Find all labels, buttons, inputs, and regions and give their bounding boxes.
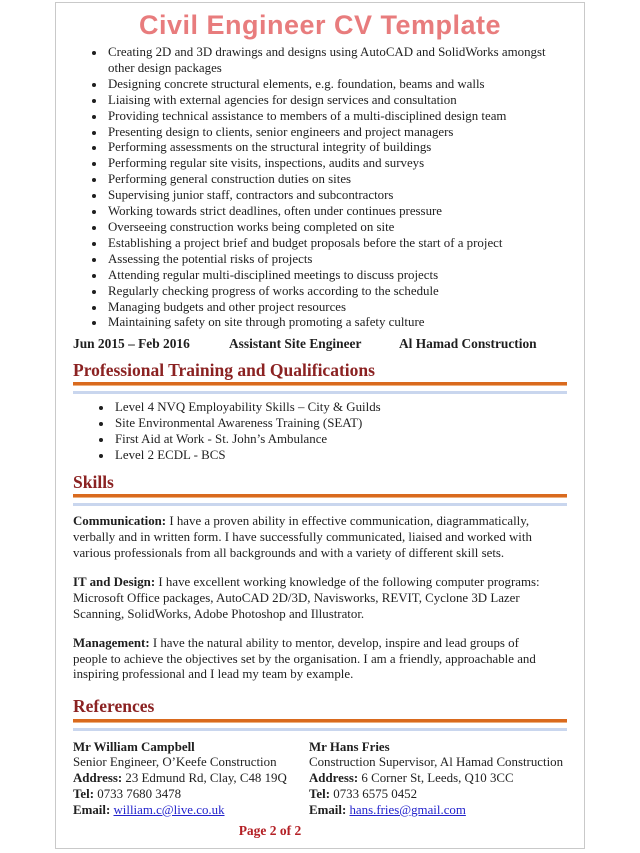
tel-value: 0733 6575 0452 — [333, 786, 418, 801]
skill-paragraph — [73, 636, 555, 684]
training-item: • First Aid at Work - St. John’s Ambulance — [113, 432, 567, 448]
duty-item: • Designing concrete structural elements, e.g. foundation, beams and walls — [106, 77, 567, 93]
address-label: Address: — [73, 771, 123, 786]
duty-item: • Working towards strict deadlines, often under continues pressure — [106, 204, 567, 220]
duty-item: • Providing technical assistance to members of a multi-disciplined design team — [106, 109, 567, 125]
duty-item: • Regularly checking progress of works according to the schedule — [106, 284, 567, 300]
duty-item: • Assessing the potential risks of projects — [106, 252, 567, 268]
references-rule-orange — [73, 719, 567, 723]
duty-item: • Overseeing construction works being completed on site — [106, 220, 567, 236]
skill-text: I have excellent working knowledge of the following computer programs: Microsoft Office packages, AutoCAD 2D/3D, Navisworks, REVIT, Cyclone 3D Lazer Scanning, SolidWorks, Adobe Photoshop and Illustrator. — [73, 574, 540, 621]
reference-address-row — [73, 771, 309, 787]
training-item: • Level 4 NVQ Employability Skills – City & Guilds — [113, 400, 567, 416]
skills-rule-blue — [73, 503, 567, 506]
duty-item: • Attending regular multi-disciplined meetings to discuss projects — [106, 268, 567, 284]
duties-list — [73, 45, 567, 331]
skill-lead-label: IT and Design: — [73, 574, 156, 589]
references-rule-blue — [73, 728, 567, 731]
reference-name: Mr William Campbell — [73, 739, 195, 754]
skill-lead-label: Communication: — [73, 514, 167, 529]
address-value: 6 Corner St, Leeds, Q10 3CC — [361, 771, 514, 786]
duty-item: • Maintaining safety on site through promoting a safety culture — [106, 315, 567, 331]
references-columns — [73, 740, 567, 819]
address-value: 23 Edmund Rd, Clay, C48 19Q — [125, 771, 287, 786]
tel-label: Tel: — [73, 786, 95, 801]
reference-title: Senior Engineer, O’Keefe Construction — [73, 755, 277, 770]
duty-item: • Creating 2D and 3D drawings and designs using AutoCAD and SolidWorks amongst other design packages — [106, 45, 567, 77]
training-rule-blue — [73, 391, 567, 394]
reference-email-row — [73, 803, 309, 819]
reference-title: Construction Supervisor, Al Hamad Construction — [309, 755, 564, 770]
tel-label: Tel: — [309, 786, 331, 801]
reference-card — [73, 740, 309, 819]
job-entry — [73, 336, 567, 352]
skill-text: I have a proven ability in effective communication, diagrammatically, verbally and in written form. I have successfully communicated, liaised and worked with various professionals from all backgrounds and with a variety of different skill sets. — [73, 514, 532, 561]
training-list — [73, 400, 567, 464]
address-label: Address: — [309, 771, 359, 786]
email-link[interactable]: hans.fries@gmail.com — [349, 802, 466, 817]
skill-paragraph — [73, 575, 555, 623]
email-link[interactable]: william.c@live.co.uk — [113, 802, 225, 817]
training-item: • Level 2 ECDL - BCS — [113, 448, 567, 464]
reference-tel-row — [309, 787, 567, 803]
training-rule-orange — [73, 382, 567, 386]
duty-item: • Liaising with external agencies for design services and consultation — [106, 93, 567, 109]
cv-page — [55, 2, 585, 849]
job-role: Assistant Site Engineer — [229, 336, 362, 352]
page-number: Page 2 of 2 — [238, 823, 302, 838]
reference-email-row — [309, 803, 567, 819]
reference-name: Mr Hans Fries — [309, 739, 390, 754]
section-heading-references: References — [73, 696, 155, 717]
skill-text: I have the natural ability to mentor, develop, inspire and lead groups of people to achieve the objectives set by the organisation. I am a friendly, approachable and inspiring professional and I lead my team by example. — [73, 635, 536, 682]
duty-item: • Presenting design to clients, senior engineers and project managers — [106, 125, 567, 141]
duty-item: • Establishing a project brief and budget proposals before the start of a project — [106, 236, 567, 252]
job-company: Al Hamad Construction — [399, 336, 537, 352]
email-label: Email: — [73, 802, 111, 817]
tel-value: 0733 7680 3478 — [97, 786, 182, 801]
skills-rule-orange — [73, 494, 567, 498]
skills-paragraphs — [73, 514, 555, 683]
duty-item: • Managing budgets and other project resources — [106, 300, 567, 316]
email-label: Email: — [309, 802, 347, 817]
job-dates: Jun 2015 – Feb 2016 — [73, 336, 190, 352]
section-heading-skills: Skills — [73, 472, 114, 493]
skill-paragraph — [73, 514, 555, 562]
page-title: Civil Engineer CV Template — [138, 10, 502, 40]
duty-item: • Performing assessments on the structural integrity of buildings — [106, 140, 567, 156]
duty-item: • Performing regular site visits, inspections, audits and surveys — [106, 156, 567, 172]
duty-item: • Supervising junior staff, contractors and subcontractors — [106, 188, 567, 204]
skill-lead-label: Management: — [73, 635, 150, 650]
reference-address-row — [309, 771, 567, 787]
duty-item: • Performing general construction duties on sites — [106, 172, 567, 188]
training-item: • Site Environmental Awareness Training (SEAT) — [113, 416, 567, 432]
section-heading-training: Professional Training and Qualifications — [73, 360, 375, 381]
reference-card — [309, 740, 567, 819]
reference-tel-row — [73, 787, 309, 803]
